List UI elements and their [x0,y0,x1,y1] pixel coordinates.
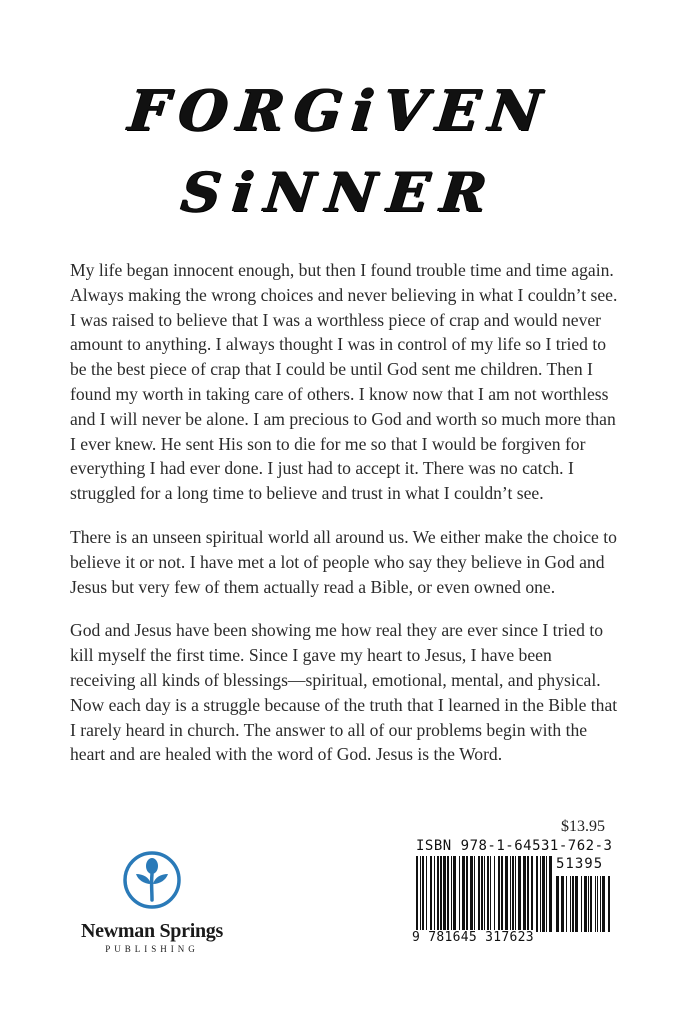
publisher-subtitle: PUBLISHING [105,944,199,954]
book-title-line-1: FORGiVEN [125,78,555,144]
blurb-paragraph: There is an unseen spiritual world all around us. We either make the choice to believe it or not. I have met a lot of people who say they believe in God and Jesus but very few of them actually read a Bible, or even owned one. [70,526,617,597]
sprout-in-circle-icon [122,850,182,910]
barcode-addon-digits: 51395 [556,856,604,872]
publisher-name: Newman Springs [81,920,223,942]
blurb-paragraph: My life began innocent enough, but then I found trouble time and time again. Always making the wrong choices and never believing in what I couldn’t see. I was raised to believe that I was a worthless piece of crap and would never amount to anything. I always thought I was in control of my life so I tried to be the best piece of crap that I could be until God sent me children. Then I found my worth in taking care of others. I know now that I am not worthless and I will never be alone. I am precious to God and worth so much more than I ever knew. He sent His son to die for me so that I would be forgiven for everything I had ever done. I just had to accept it. There was no catch. I struggled for a long time to believe and trust in what I couldn’t see. [70,260,618,504]
back-cover-blurb [70,258,618,786]
book-title-line-2: SiNNER [178,160,502,224]
price-label: $13.95 [561,818,605,835]
isbn-label: ISBN 978-1-64531-762-3 [416,838,613,854]
barcode-digits: 9 781645 317623 [412,930,534,945]
blurb-paragraph: God and Jesus have been showing me how real they are ever since I tried to kill myself the first time. Since I gave my heart to Jesus, I have been receiving all kinds of blessings—spiritual, emotional, mental, and physical. Now each day is a struggle because of the truth that I learned in the Bible that I rarely heard in church. The answer to all of our problems begin with the heart and are healed with the word of God. Jesus is the Word. [70,620,618,765]
